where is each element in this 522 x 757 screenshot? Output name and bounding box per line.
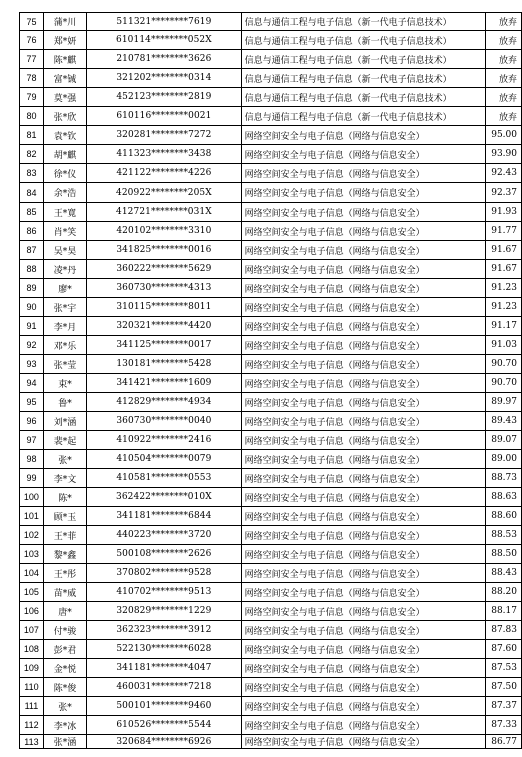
row-number-cell: 97 — [20, 431, 44, 450]
table-row — [20, 640, 522, 659]
score-cell: 88.63 — [486, 488, 522, 507]
major-cell: 信息与通信工程与电子信息（新一代电子信息技术） — [241, 69, 485, 88]
candidate-name-cell: 蒲*川 — [43, 13, 86, 31]
id-number-cell: 341825********0016 — [87, 241, 241, 260]
candidate-name-cell: 陈*麒 — [43, 50, 86, 69]
score-cell: 89.07 — [486, 431, 522, 450]
id-number-cell: 341181********6844 — [87, 507, 241, 526]
candidate-name-cell: 束* — [43, 374, 86, 393]
id-number-cell: 341421********1609 — [87, 374, 241, 393]
id-number-cell: 321202********0314 — [87, 69, 241, 88]
score-cell: 91.93 — [486, 203, 522, 222]
table-row — [20, 145, 522, 164]
candidate-name-cell: 肖*笑 — [43, 222, 86, 241]
candidate-name-cell: 邓*乐 — [43, 336, 86, 355]
candidate-name-cell: 彭*君 — [43, 640, 86, 659]
id-number-cell: 460031********7218 — [87, 678, 241, 697]
id-number-cell: 610116********0021 — [87, 107, 241, 126]
table-row — [20, 260, 522, 279]
id-number-cell: 500108********2626 — [87, 545, 241, 564]
id-number-cell: 410922********2416 — [87, 431, 241, 450]
row-number-cell: 82 — [20, 145, 44, 164]
row-number-cell: 102 — [20, 526, 44, 545]
major-cell: 网络空间安全与电子信息（网络与信息安全） — [241, 279, 485, 298]
score-cell: 88.53 — [486, 526, 522, 545]
candidate-name-cell: 吴*昊 — [43, 241, 86, 260]
table-row — [20, 507, 522, 526]
table-row — [20, 298, 522, 317]
major-cell: 网络空间安全与电子信息（网络与信息安全） — [241, 640, 485, 659]
table-row — [20, 13, 522, 31]
row-number-cell: 77 — [20, 50, 44, 69]
major-cell: 网络空间安全与电子信息（网络与信息安全） — [241, 298, 485, 317]
score-cell: 87.37 — [486, 697, 522, 716]
table-row — [20, 602, 522, 621]
id-number-cell: 320281********7272 — [87, 126, 241, 145]
row-number-cell: 83 — [20, 164, 44, 183]
table-row — [20, 716, 522, 735]
candidate-name-cell: 王*彤 — [43, 564, 86, 583]
id-number-cell: 320321********4420 — [87, 317, 241, 336]
table-row — [20, 735, 522, 749]
score-cell: 87.33 — [486, 716, 522, 735]
id-number-cell: 341125********0017 — [87, 336, 241, 355]
row-number-cell: 101 — [20, 507, 44, 526]
row-number-cell: 90 — [20, 298, 44, 317]
major-cell: 网络空间安全与电子信息（网络与信息安全） — [241, 241, 485, 260]
score-cell: 91.23 — [486, 298, 522, 317]
table-row — [20, 526, 522, 545]
score-cell: 91.77 — [486, 222, 522, 241]
candidate-name-cell: 廖* — [43, 279, 86, 298]
score-cell: 放弃 — [486, 107, 522, 126]
id-number-cell: 411323********3438 — [87, 145, 241, 164]
score-cell: 87.53 — [486, 659, 522, 678]
admission-score-table — [19, 12, 522, 749]
row-number-cell: 91 — [20, 317, 44, 336]
id-number-cell: 210781********3626 — [87, 50, 241, 69]
major-cell: 信息与通信工程与电子信息（新一代电子信息技术） — [241, 50, 485, 69]
table-row — [20, 241, 522, 260]
candidate-name-cell: 张*宇 — [43, 298, 86, 317]
table-row — [20, 355, 522, 374]
score-cell: 88.73 — [486, 469, 522, 488]
major-cell: 网络空间安全与电子信息（网络与信息安全） — [241, 203, 485, 222]
major-cell: 网络空间安全与电子信息（网络与信息安全） — [241, 621, 485, 640]
table-row — [20, 50, 522, 69]
major-cell: 网络空间安全与电子信息（网络与信息安全） — [241, 355, 485, 374]
table-row — [20, 393, 522, 412]
table-row — [20, 374, 522, 393]
row-number-cell: 80 — [20, 107, 44, 126]
major-cell: 网络空间安全与电子信息（网络与信息安全） — [241, 393, 485, 412]
id-number-cell: 341181********4047 — [87, 659, 241, 678]
major-cell: 网络空间安全与电子信息（网络与信息安全） — [241, 564, 485, 583]
row-number-cell: 85 — [20, 203, 44, 222]
id-number-cell: 370802********9528 — [87, 564, 241, 583]
id-number-cell: 610114********052X — [87, 31, 241, 50]
row-number-cell: 75 — [20, 13, 44, 31]
major-cell: 网络空间安全与电子信息（网络与信息安全） — [241, 469, 485, 488]
score-cell: 88.43 — [486, 564, 522, 583]
major-cell: 网络空间安全与电子信息（网络与信息安全） — [241, 602, 485, 621]
major-cell: 网络空间安全与电子信息（网络与信息安全） — [241, 526, 485, 545]
score-cell: 92.37 — [486, 183, 522, 203]
id-number-cell: 420102********3310 — [87, 222, 241, 241]
candidate-name-cell: 袁*钦 — [43, 126, 86, 145]
row-number-cell: 104 — [20, 564, 44, 583]
candidate-name-cell: 苗*威 — [43, 583, 86, 602]
row-number-cell: 93 — [20, 355, 44, 374]
table-row — [20, 31, 522, 50]
candidate-name-cell: 李*月 — [43, 317, 86, 336]
score-cell: 87.50 — [486, 678, 522, 697]
table-row — [20, 431, 522, 450]
table-row — [20, 469, 522, 488]
table-row — [20, 203, 522, 222]
candidate-name-cell: 陈*俊 — [43, 678, 86, 697]
candidate-name-cell: 胡*麒 — [43, 145, 86, 164]
row-number-cell: 100 — [20, 488, 44, 507]
candidate-name-cell: 张*涵 — [43, 735, 86, 749]
candidate-name-cell: 王*寬 — [43, 203, 86, 222]
candidate-name-cell: 凌*丹 — [43, 260, 86, 279]
row-number-cell: 84 — [20, 183, 44, 203]
candidate-name-cell: 张*欣 — [43, 107, 86, 126]
row-number-cell: 107 — [20, 621, 44, 640]
score-cell: 89.00 — [486, 450, 522, 469]
table-row — [20, 88, 522, 107]
row-number-cell: 109 — [20, 659, 44, 678]
score-cell: 93.90 — [486, 145, 522, 164]
major-cell: 网络空间安全与电子信息（网络与信息安全） — [241, 374, 485, 393]
candidate-name-cell: 张*莹 — [43, 355, 86, 374]
id-number-cell: 310115********8011 — [87, 298, 241, 317]
row-number-cell: 105 — [20, 583, 44, 602]
id-number-cell: 362323********3912 — [87, 621, 241, 640]
table-row — [20, 107, 522, 126]
major-cell: 网络空间安全与电子信息（网络与信息安全） — [241, 183, 485, 203]
table-row — [20, 450, 522, 469]
candidate-name-cell: 莫*强 — [43, 88, 86, 107]
major-cell: 网络空间安全与电子信息（网络与信息安全） — [241, 697, 485, 716]
major-cell: 网络空间安全与电子信息（网络与信息安全） — [241, 507, 485, 526]
score-cell: 91.17 — [486, 317, 522, 336]
id-number-cell: 410581********0553 — [87, 469, 241, 488]
id-number-cell: 610526********5544 — [87, 716, 241, 735]
table-row — [20, 336, 522, 355]
table-row — [20, 697, 522, 716]
candidate-name-cell: 金*悦 — [43, 659, 86, 678]
row-number-cell: 112 — [20, 716, 44, 735]
row-number-cell: 106 — [20, 602, 44, 621]
score-cell: 89.97 — [486, 393, 522, 412]
row-number-cell: 88 — [20, 260, 44, 279]
score-cell: 放弃 — [486, 88, 522, 107]
table-row — [20, 412, 522, 431]
id-number-cell: 360222********5629 — [87, 260, 241, 279]
major-cell: 网络空间安全与电子信息（网络与信息安全） — [241, 450, 485, 469]
table-row — [20, 678, 522, 697]
id-number-cell: 511321********7619 — [87, 13, 241, 31]
major-cell: 信息与通信工程与电子信息（新一代电子信息技术） — [241, 107, 485, 126]
row-number-cell: 78 — [20, 69, 44, 88]
id-number-cell: 362422********010X — [87, 488, 241, 507]
table-row — [20, 545, 522, 564]
row-number-cell: 94 — [20, 374, 44, 393]
id-number-cell: 360730********4313 — [87, 279, 241, 298]
table-row — [20, 564, 522, 583]
major-cell: 网络空间安全与电子信息（网络与信息安全） — [241, 659, 485, 678]
row-number-cell: 81 — [20, 126, 44, 145]
row-number-cell: 113 — [20, 735, 44, 749]
candidate-name-cell: 李*冰 — [43, 716, 86, 735]
row-number-cell: 79 — [20, 88, 44, 107]
id-number-cell: 500101********9460 — [87, 697, 241, 716]
id-number-cell: 440223********3720 — [87, 526, 241, 545]
id-number-cell: 320684********6926 — [87, 735, 241, 749]
score-cell: 放弃 — [486, 31, 522, 50]
table-row — [20, 164, 522, 183]
id-number-cell: 360730********0040 — [87, 412, 241, 431]
score-cell: 88.60 — [486, 507, 522, 526]
score-cell: 95.00 — [486, 126, 522, 145]
score-cell: 88.50 — [486, 545, 522, 564]
row-number-cell: 89 — [20, 279, 44, 298]
score-cell: 91.67 — [486, 260, 522, 279]
id-number-cell: 410702********9513 — [87, 583, 241, 602]
major-cell: 网络空间安全与电子信息（网络与信息安全） — [241, 126, 485, 145]
row-number-cell: 86 — [20, 222, 44, 241]
candidate-name-cell: 张* — [43, 697, 86, 716]
row-number-cell: 111 — [20, 697, 44, 716]
id-number-cell: 420922********205X — [87, 183, 241, 203]
table-row — [20, 583, 522, 602]
major-cell: 网络空间安全与电子信息（网络与信息安全） — [241, 336, 485, 355]
id-number-cell: 421122********4226 — [87, 164, 241, 183]
major-cell: 信息与通信工程与电子信息（新一代电子信息技术） — [241, 31, 485, 50]
score-cell: 90.70 — [486, 355, 522, 374]
row-number-cell: 98 — [20, 450, 44, 469]
score-cell: 92.43 — [486, 164, 522, 183]
score-cell: 88.20 — [486, 583, 522, 602]
table-row — [20, 279, 522, 298]
major-cell: 网络空间安全与电子信息（网络与信息安全） — [241, 222, 485, 241]
score-cell: 91.67 — [486, 241, 522, 260]
major-cell: 信息与通信工程与电子信息（新一代电子信息技术） — [241, 13, 485, 31]
candidate-name-cell: 鲁* — [43, 393, 86, 412]
table-row — [20, 69, 522, 88]
score-cell: 89.43 — [486, 412, 522, 431]
row-number-cell: 92 — [20, 336, 44, 355]
id-number-cell: 452123********2819 — [87, 88, 241, 107]
table-row — [20, 222, 522, 241]
major-cell: 网络空间安全与电子信息（网络与信息安全） — [241, 678, 485, 697]
row-number-cell: 87 — [20, 241, 44, 260]
candidate-name-cell: 李*文 — [43, 469, 86, 488]
major-cell: 网络空间安全与电子信息（网络与信息安全） — [241, 317, 485, 336]
candidate-name-cell: 郑*妍 — [43, 31, 86, 50]
row-number-cell: 108 — [20, 640, 44, 659]
major-cell: 网络空间安全与电子信息（网络与信息安全） — [241, 735, 485, 749]
major-cell: 网络空间安全与电子信息（网络与信息安全） — [241, 431, 485, 450]
candidate-name-cell: 裴*起 — [43, 431, 86, 450]
table-row — [20, 317, 522, 336]
candidate-name-cell: 富*铖 — [43, 69, 86, 88]
table-row — [20, 621, 522, 640]
candidate-name-cell: 陈* — [43, 488, 86, 507]
table-row — [20, 126, 522, 145]
candidate-name-cell: 付*骏 — [43, 621, 86, 640]
major-cell: 网络空间安全与电子信息（网络与信息安全） — [241, 164, 485, 183]
table-row — [20, 488, 522, 507]
candidate-name-cell: 张* — [43, 450, 86, 469]
id-number-cell: 320829********1229 — [87, 602, 241, 621]
candidate-name-cell: 黎*鑫 — [43, 545, 86, 564]
score-cell: 放弃 — [486, 69, 522, 88]
candidate-name-cell: 顾*玉 — [43, 507, 86, 526]
table-body — [20, 13, 522, 749]
table-row — [20, 659, 522, 678]
score-cell: 86.77 — [486, 735, 522, 749]
id-number-cell: 130181********5428 — [87, 355, 241, 374]
candidate-name-cell: 唐* — [43, 602, 86, 621]
major-cell: 网络空间安全与电子信息（网络与信息安全） — [241, 716, 485, 735]
candidate-name-cell: 王*菲 — [43, 526, 86, 545]
score-cell: 87.60 — [486, 640, 522, 659]
major-cell: 网络空间安全与电子信息（网络与信息安全） — [241, 145, 485, 164]
score-cell: 91.23 — [486, 279, 522, 298]
major-cell: 网络空间安全与电子信息（网络与信息安全） — [241, 488, 485, 507]
candidate-name-cell: 徐*仪 — [43, 164, 86, 183]
score-cell: 放弃 — [486, 13, 522, 31]
score-cell: 88.17 — [486, 602, 522, 621]
major-cell: 网络空间安全与电子信息（网络与信息安全） — [241, 260, 485, 279]
id-number-cell: 522130********6028 — [87, 640, 241, 659]
row-number-cell: 95 — [20, 393, 44, 412]
score-cell: 87.83 — [486, 621, 522, 640]
major-cell: 信息与通信工程与电子信息（新一代电子信息技术） — [241, 88, 485, 107]
id-number-cell: 412721********031X — [87, 203, 241, 222]
row-number-cell: 110 — [20, 678, 44, 697]
row-number-cell: 99 — [20, 469, 44, 488]
candidate-name-cell: 刘*涵 — [43, 412, 86, 431]
score-cell: 90.70 — [486, 374, 522, 393]
major-cell: 网络空间安全与电子信息（网络与信息安全） — [241, 412, 485, 431]
score-cell: 91.03 — [486, 336, 522, 355]
row-number-cell: 76 — [20, 31, 44, 50]
id-number-cell: 410504********0079 — [87, 450, 241, 469]
table-row — [20, 183, 522, 203]
id-number-cell: 412829********4934 — [87, 393, 241, 412]
row-number-cell: 96 — [20, 412, 44, 431]
major-cell: 网络空间安全与电子信息（网络与信息安全） — [241, 545, 485, 564]
candidate-name-cell: 余*浩 — [43, 183, 86, 203]
row-number-cell: 103 — [20, 545, 44, 564]
score-cell: 放弃 — [486, 50, 522, 69]
major-cell: 网络空间安全与电子信息（网络与信息安全） — [241, 583, 485, 602]
